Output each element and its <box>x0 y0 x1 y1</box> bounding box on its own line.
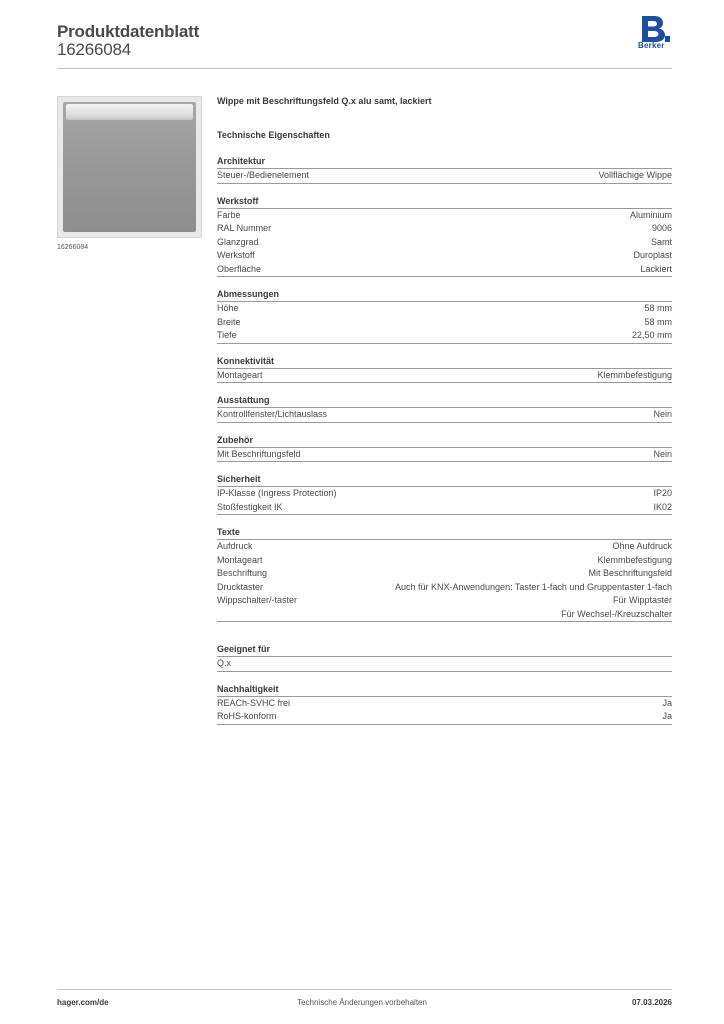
spec-label: Glanzgrad <box>217 236 259 247</box>
spec-label: Oberfläche <box>217 263 262 274</box>
spec-row <box>217 657 672 671</box>
group-rows <box>217 487 672 515</box>
spec-value: Vollflächige Wippe <box>598 170 672 180</box>
product-name: Wippe mit Beschriftungsfeld Q.x alu samt, lackiert <box>217 96 432 106</box>
spec-label: Aufdruck <box>217 541 253 551</box>
brand-name: Berker <box>638 41 665 50</box>
spec-label: Wippschalter/-taster <box>217 595 298 605</box>
group-rows <box>217 448 672 463</box>
spec-row <box>217 316 672 330</box>
footer-disclaimer: Technische Änderungen vorbehalten <box>297 998 427 1007</box>
group-title: Ausstattung <box>217 395 672 408</box>
spec-value: IP20 <box>653 488 672 498</box>
berker-logo <box>638 16 672 56</box>
spec-row <box>217 581 672 595</box>
spec-value: Für Wipptaster Für Wechsel-/Kreuzschalter <box>561 595 672 619</box>
spec-group <box>217 435 672 463</box>
group-title: Geeignet für <box>217 644 672 657</box>
spec-group <box>217 474 672 515</box>
footer-divider <box>57 989 672 990</box>
spec-row <box>217 710 672 724</box>
group-rows <box>217 169 672 184</box>
spec-group <box>217 289 672 344</box>
spec-value: Lackiert <box>640 263 672 274</box>
spec-value: Ja <box>662 711 672 721</box>
article-number: 16266084 <box>57 40 132 59</box>
spec-row <box>217 567 672 581</box>
page-header <box>57 20 672 70</box>
spec-label: RoHS-konform <box>217 711 277 721</box>
group-title: Architektur <box>217 156 672 169</box>
group-title: Nachhaltigkeit <box>217 684 672 697</box>
spec-value: Samt <box>650 236 672 247</box>
spec-row <box>217 302 672 316</box>
label-field <box>66 104 193 120</box>
footer-website[interactable]: hager.com/de <box>57 998 109 1007</box>
spec-label: Kontrollfenster/Lichtauslass <box>217 409 328 419</box>
spec-label: Werkstoff <box>217 250 255 260</box>
spec-value: Nein <box>653 448 672 459</box>
image-caption: 16266084 <box>57 244 89 251</box>
suitable-for-group <box>217 644 672 672</box>
spec-row <box>217 448 672 462</box>
spec-row <box>217 408 672 422</box>
spec-group <box>217 356 672 384</box>
spec-label: Tiefe <box>217 330 237 340</box>
group-rows <box>217 657 672 672</box>
spec-label: Q.x <box>217 658 232 668</box>
spec-value: Nein <box>653 409 672 419</box>
berker-b-icon <box>640 16 670 42</box>
spec-row <box>217 594 672 621</box>
spec-label: Montageart <box>217 369 263 380</box>
spec-label: Steuer-/Bedienelement <box>217 170 310 180</box>
spec-group <box>217 156 672 184</box>
group-rows <box>217 540 672 622</box>
spec-row <box>217 236 672 250</box>
spec-groups <box>217 156 672 622</box>
spec-label: Montageart <box>217 554 263 565</box>
spec-group <box>217 395 672 423</box>
spec-row <box>217 209 672 223</box>
spec-label: Beschriftung <box>217 568 268 578</box>
spec-value: Klemmbefestigung <box>597 554 672 565</box>
product-image <box>57 96 202 238</box>
group-title: Abmessungen <box>217 289 672 302</box>
spec-group <box>217 527 672 622</box>
spec-row <box>217 540 672 554</box>
sustainability-group <box>217 684 672 725</box>
group-rows <box>217 209 672 278</box>
spec-row <box>217 554 672 568</box>
group-title: Werkstoff <box>217 196 672 209</box>
spec-value: 9006 <box>651 223 672 233</box>
footer-date: 07.03.2026 <box>631 998 672 1007</box>
group-title: Texte <box>217 527 672 540</box>
group-rows <box>217 697 672 725</box>
spec-label: Mit Beschriftungsfeld <box>217 448 301 459</box>
spec-label: Farbe <box>217 209 241 220</box>
spec-row <box>217 329 672 343</box>
spec-value: Ja <box>662 697 672 708</box>
spec-row <box>217 169 672 183</box>
spec-row <box>217 501 672 515</box>
spec-label: REACh-SVHC frei <box>217 697 291 708</box>
spec-label: Breite <box>217 316 241 327</box>
spec-value: 22,50 mm <box>631 330 672 340</box>
spec-label: Höhe <box>217 303 239 313</box>
group-rows <box>217 302 672 344</box>
spec-label: Stoßfestigkeit IK <box>217 501 283 512</box>
spec-value: Duroplast <box>633 250 672 260</box>
rocker-body <box>63 102 196 232</box>
spec-value: 58 mm <box>644 303 672 313</box>
spec-label: IP-Klasse (Ingress Protection) <box>217 488 337 498</box>
spec-row <box>217 249 672 263</box>
spec-value: Auch für KNX-Anwendungen: Taster 1-fach und Gruppentaster 1-fach <box>395 581 672 592</box>
spec-value: Aluminium <box>629 209 672 220</box>
spec-group <box>217 196 672 278</box>
spec-row <box>217 369 672 383</box>
spec-value: IK02 <box>653 501 672 512</box>
spec-value: Ohne Aufdruck <box>612 541 672 551</box>
group-rows <box>217 369 672 384</box>
spec-label: Drucktaster <box>217 581 264 592</box>
spec-row <box>217 222 672 236</box>
tech-properties-heading: Technische Eigenschaften <box>217 130 330 140</box>
spec-row <box>217 487 672 501</box>
group-title: Zubehör <box>217 435 672 448</box>
group-rows <box>217 408 672 423</box>
spec-value: Klemmbefestigung <box>597 369 672 380</box>
spec-row <box>217 697 672 711</box>
spec-value: Mit Beschriftungsfeld <box>588 568 672 578</box>
spec-value: 58 mm <box>644 316 672 327</box>
spec-label: RAL Nummer <box>217 223 272 233</box>
spec-content <box>217 96 672 725</box>
group-title: Konnektivität <box>217 356 672 369</box>
header-divider <box>57 68 672 69</box>
page-title: Produktdatenblatt <box>57 22 200 41</box>
group-title: Sicherheit <box>217 474 672 487</box>
spec-row <box>217 263 672 277</box>
